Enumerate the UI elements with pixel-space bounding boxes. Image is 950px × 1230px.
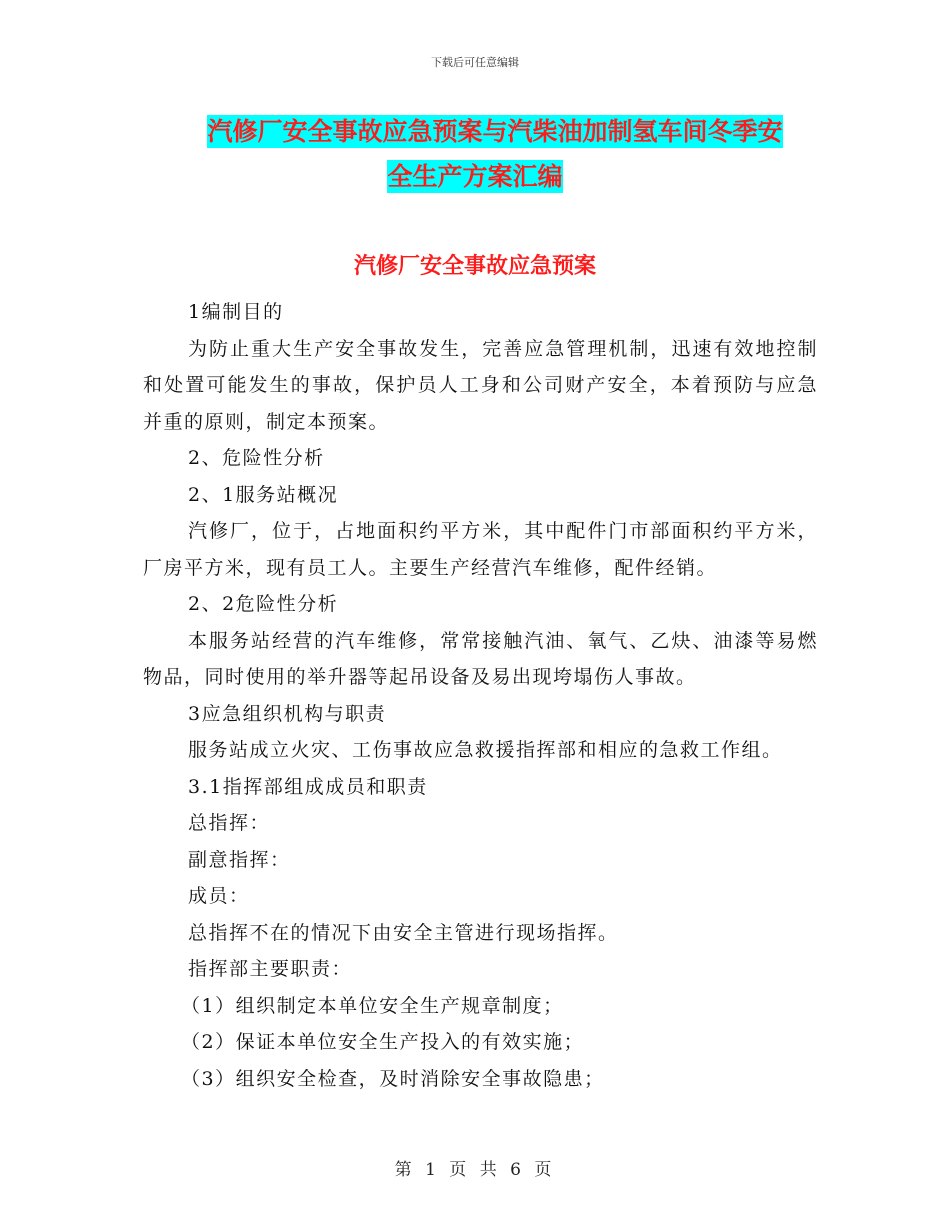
paragraph: 2、1服务站概况 bbox=[188, 483, 339, 506]
paragraph: 总指挥： bbox=[188, 812, 271, 834]
paragraph: 本服务站经营的汽车维修，常常接触汽油、氧气、乙炔、油漆等易燃物品，同时使用的举升器等起吊设备及易出现垮塌伤人事故。 bbox=[143, 629, 818, 688]
paragraph: 2、危险性分析 bbox=[188, 447, 325, 469]
paragraph: 为防止重大生产安全事故发生，完善应急管理机制，迅速有效地控制和处置可能发生的事故，保护员人工身和公司财产安全，本着预防与应急并重的原则，制定本预案。 bbox=[143, 337, 818, 433]
list-item: （2）保证本单位安全生产投入的有效实施； bbox=[181, 1031, 585, 1053]
list-item: （1）组织制定本单位安全生产规章制度； bbox=[181, 994, 564, 1017]
section-title: 汽修厂安全事故应急预案 bbox=[353, 254, 596, 279]
paragraph: 3应急组织机构与职责 bbox=[188, 702, 387, 725]
header-note: 下载后可任意编辑 bbox=[431, 56, 519, 69]
paragraph: 1编制目的 bbox=[188, 301, 284, 323]
paragraph: 指挥部主要职责： bbox=[188, 958, 353, 980]
document-title-text-1: 汽修厂安全事故应急预案与汽柴油加制氢车间冬季安 bbox=[207, 117, 783, 146]
document-title-line-2 bbox=[0, 157, 950, 193]
paragraph: 成员： bbox=[188, 885, 250, 907]
document-title-line-1 bbox=[20, 112, 950, 148]
paragraph: 汽修厂，位于，占地面积约平方米，其中配件门市部面积约平方米，厂房平方米，现有员工人。主要生产经营汽车维修，配件经销。 bbox=[143, 520, 818, 579]
paragraph: 3.1指挥部组成成员和职责 bbox=[188, 775, 428, 798]
paragraph: 副意指挥： bbox=[188, 848, 291, 871]
page-footer: 第 1 页 共 6 页 bbox=[394, 1160, 556, 1180]
paragraph: 2、2危险性分析 bbox=[188, 593, 339, 615]
document-body bbox=[143, 294, 818, 1097]
paragraph: 服务站成立火灾、工伤事故应急救援指挥部和相应的急救工作组。 bbox=[188, 739, 783, 761]
document-title-text-2: 全生产方案汇编 bbox=[387, 162, 563, 191]
paragraph: 总指挥不在的情况下由安全主管进行现场指挥。 bbox=[188, 921, 619, 944]
list-item: （3）组织安全检查，及时消除安全事故隐患； bbox=[181, 1067, 605, 1090]
